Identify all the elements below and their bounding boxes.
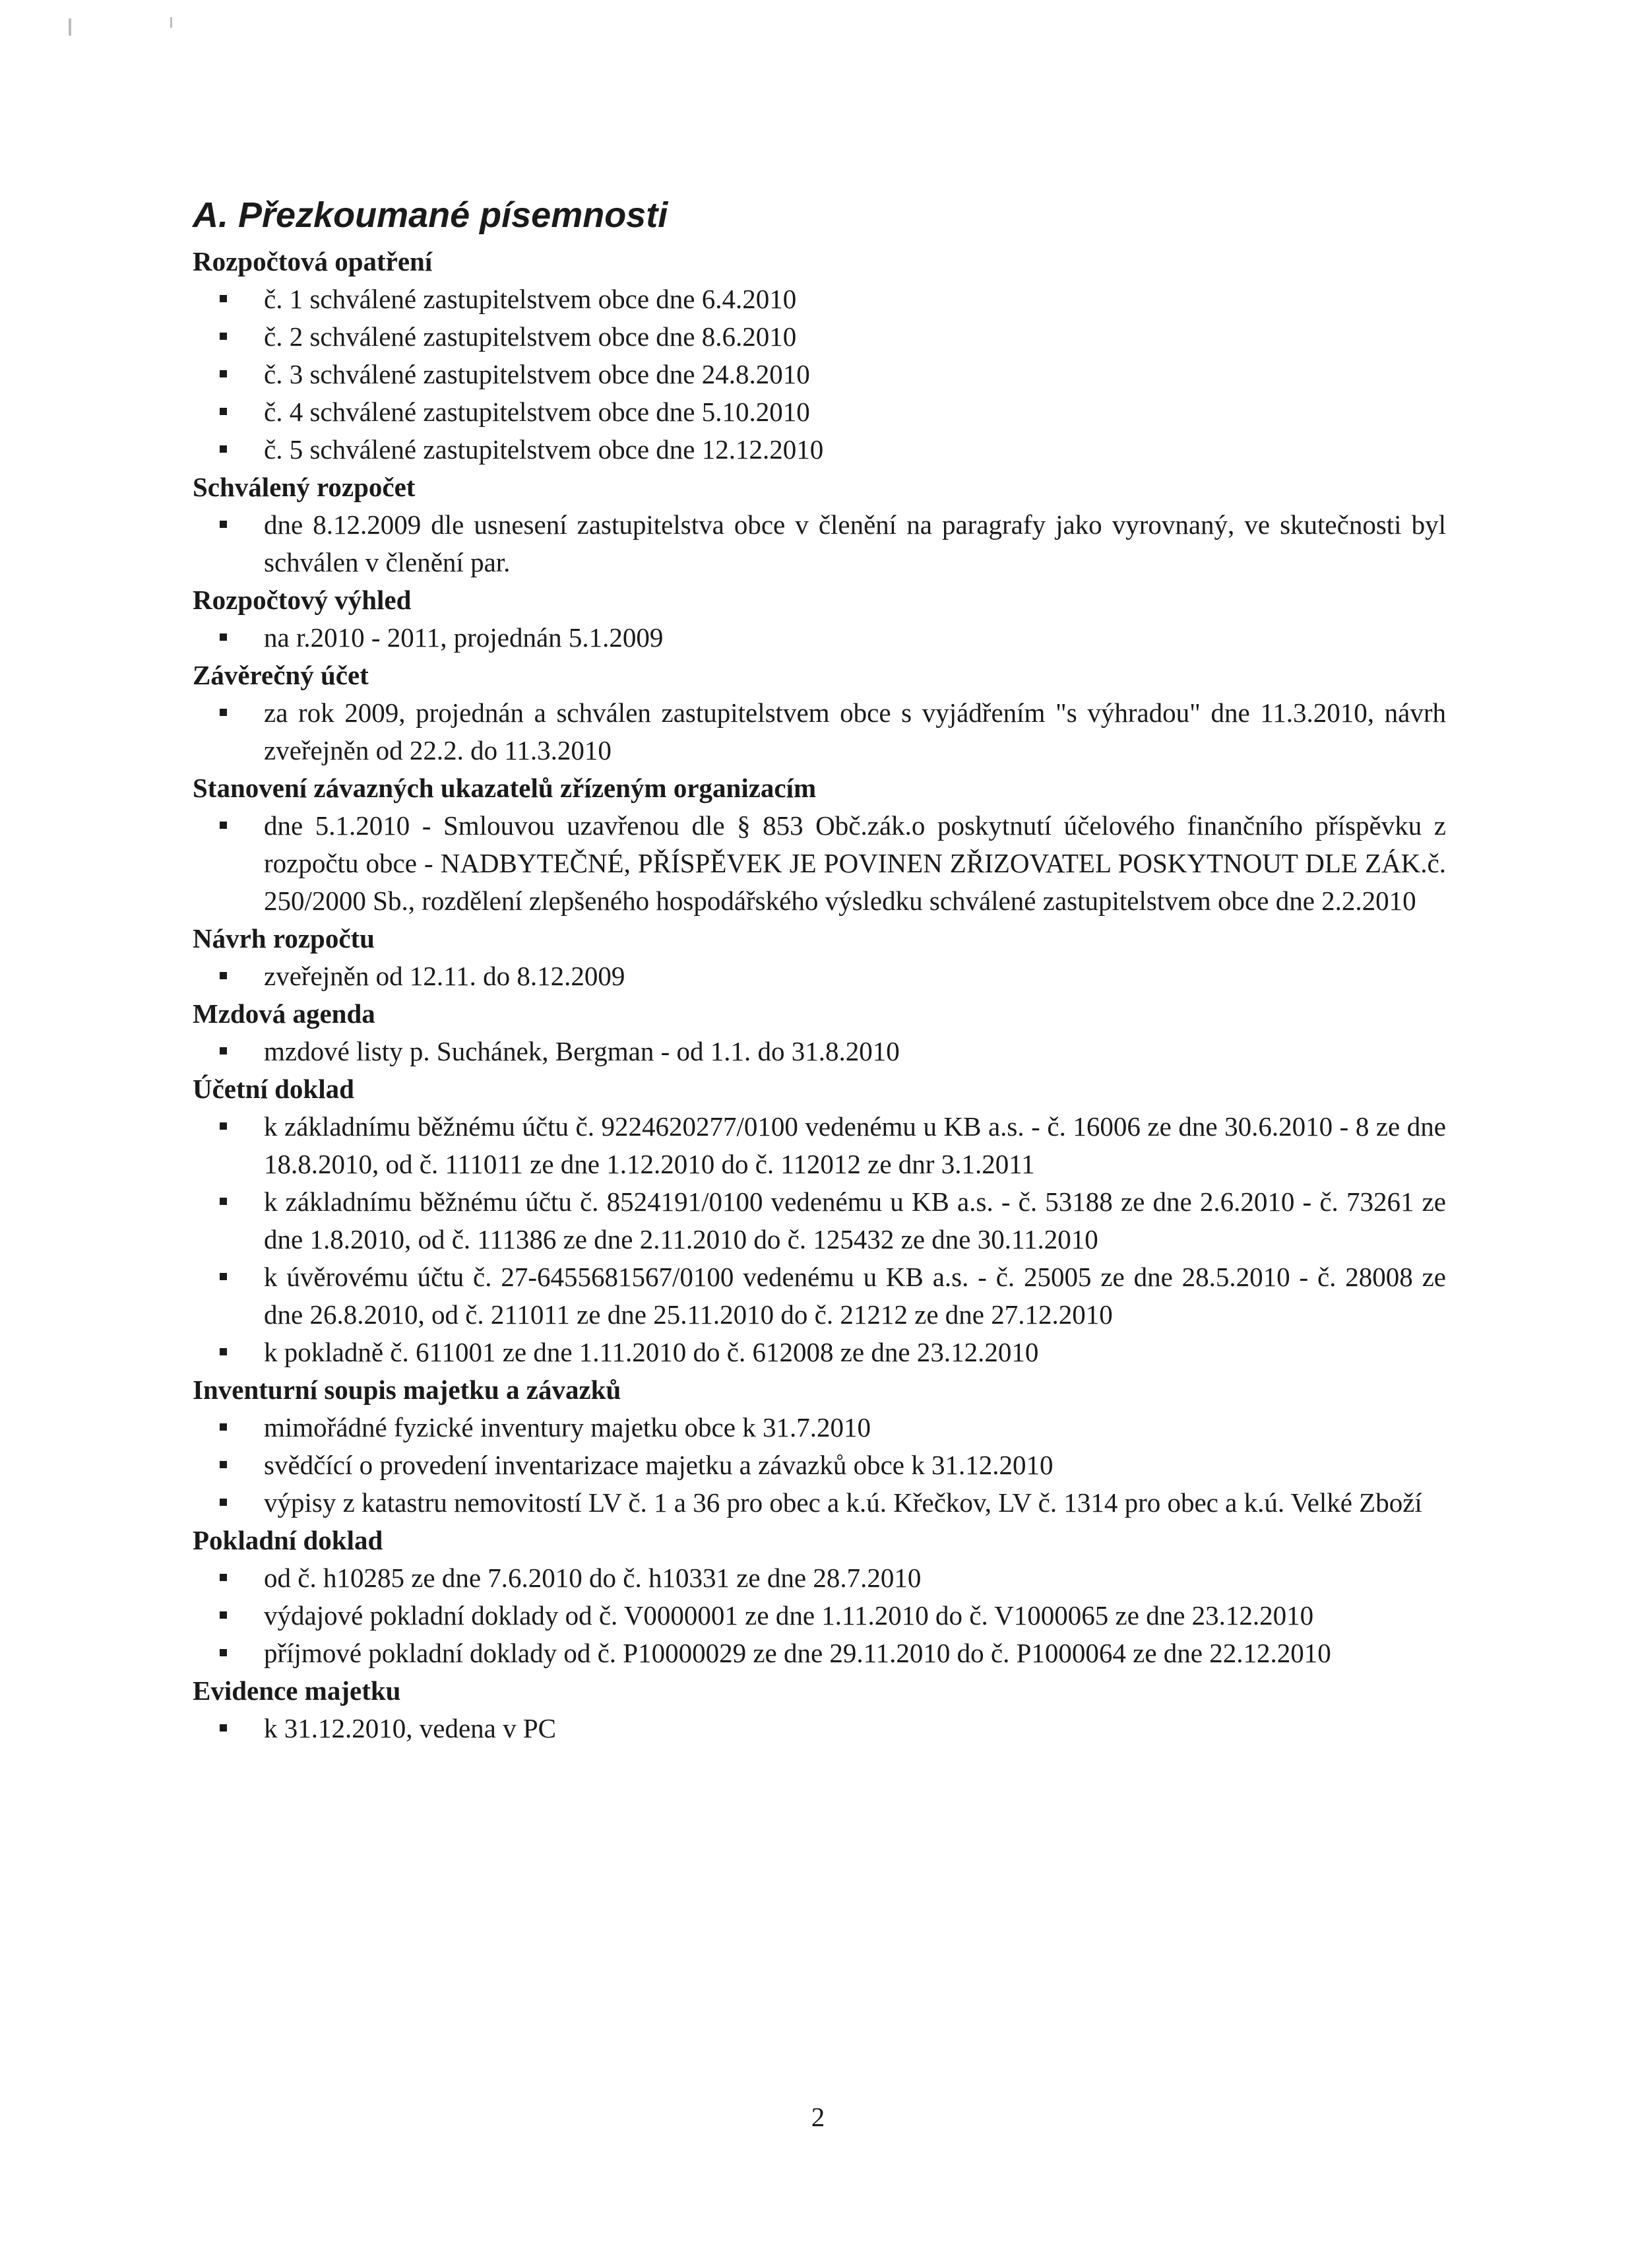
bullet-list: [193, 1108, 1446, 1371]
document-section: [193, 581, 1446, 657]
section-heading: Účetní doklad: [193, 1074, 354, 1104]
document-section: [193, 1522, 1446, 1672]
document-section: [193, 1371, 1446, 1522]
bullet-list: [193, 506, 1446, 581]
document-section: [193, 469, 1446, 581]
bullet-list: [193, 280, 1446, 469]
bullet-list: [193, 957, 1446, 995]
document-title: A. Přezkoumané písemnosti: [193, 195, 668, 235]
document-section: [193, 243, 1446, 469]
list-item: k pokladně č. 611001 ze dne 1.11.2010 do č. 612008 ze dne 23.12.2010: [193, 1334, 1446, 1371]
list-item: mimořádné fyzické inventury majetku obce k 31.7.2010: [193, 1409, 1446, 1446]
page-number: 2: [811, 2102, 825, 2132]
list-item: svědčící o provedení inventarizace majetku a závazků obce k 31.12.2010: [193, 1446, 1446, 1484]
sections-container: [193, 243, 1446, 1747]
bullet-list: [193, 1710, 1446, 1747]
bullet-list: [193, 1033, 1446, 1070]
section-heading: Evidence majetku: [193, 1675, 401, 1706]
list-item: za rok 2009, projednán a schválen zastupitelstvem obce s vyjádřením "s výhradou" dne 11.3.2010, návrh zveřejněn od 22.2. do 11.3.2010: [193, 694, 1446, 769]
document-section: [193, 1672, 1446, 1747]
section-heading: Návrh rozpočtu: [193, 923, 375, 954]
list-item: k úvěrovému účtu č. 27-6455681567/0100 vedenému u KB a.s. - č. 25005 ze dne 28.5.2010 - č. 28008 ze dne 26.8.2010, od č. 211011 ze dne 25.11.2010 do č. 21212 ze dne 27.12.2010: [193, 1258, 1446, 1334]
section-heading: Stanovení závazných ukazatelů zřízeným organizacím: [193, 773, 817, 803]
scan-artifact-mark: [170, 17, 172, 28]
document-content: [193, 191, 1446, 1747]
section-heading: Rozpočtový výhled: [193, 585, 412, 615]
list-item: č. 4 schválené zastupitelstvem obce dne 5.10.2010: [193, 393, 1446, 431]
section-heading: Závěrečný účet: [193, 660, 369, 690]
document-section: [193, 657, 1446, 769]
list-item: výdajové pokladní doklady od č. V0000001 ze dne 1.11.2010 do č. V1000065 ze dne 23.12.2010: [193, 1597, 1446, 1635]
bullet-list: [193, 1409, 1446, 1522]
section-heading: Inventurní soupis majetku a závazků: [193, 1375, 621, 1405]
bullet-list: [193, 619, 1446, 657]
list-item: č. 2 schválené zastupitelstvem obce dne 8.6.2010: [193, 318, 1446, 356]
section-heading: Pokladní doklad: [193, 1525, 383, 1555]
list-item: k 31.12.2010, vedena v PC: [193, 1710, 1446, 1747]
list-item: k základnímu běžnému účtu č. 8524191/0100 vedenému u KB a.s. - č. 53188 ze dne 2.6.2010 - č. 73261 ze dne 1.8.2010, od č. 111386 ze dne 2.11.2010 do č. 125432 ze dne 30.11.2010: [193, 1183, 1446, 1258]
list-item: č. 1 schválené zastupitelstvem obce dne 6.4.2010: [193, 280, 1446, 318]
list-item: č. 5 schválené zastupitelstvem obce dne 12.12.2010: [193, 431, 1446, 469]
list-item: č. 3 schválené zastupitelstvem obce dne 24.8.2010: [193, 356, 1446, 393]
list-item: na r.2010 - 2011, projednán 5.1.2009: [193, 619, 1446, 657]
document-section: [193, 920, 1446, 995]
document-section: [193, 1070, 1446, 1371]
list-item: k základnímu běžnému účtu č. 9224620277/0100 vedenému u KB a.s. - č. 16006 ze dne 30.6.2010 - 8 ze dne 18.8.2010, od č. 111011 ze dne 1.12.2010 do č. 112012 ze dnr 3.1.2011: [193, 1108, 1446, 1183]
list-item: dne 8.12.2009 dle usnesení zastupitelstva obce v členění na paragrafy jako vyrovnaný, ve skutečnosti byl schválen v členění par.: [193, 506, 1446, 581]
document-section: [193, 995, 1446, 1070]
list-item: příjmové pokladní doklady od č. P10000029 ze dne 29.11.2010 do č. P1000064 ze dne 22.12.2010: [193, 1635, 1446, 1672]
list-item: mzdové listy p. Suchánek, Bergman - od 1.1. do 31.8.2010: [193, 1033, 1446, 1070]
section-heading: Schválený rozpočet: [193, 472, 416, 502]
bullet-list: [193, 1559, 1446, 1672]
bullet-list: [193, 807, 1446, 920]
document-section: [193, 769, 1446, 920]
list-item: výpisy z katastru nemovitostí LV č. 1 a 36 pro obec a k.ú. Křečkov, LV č. 1314 pro obec a k.ú. Velké Zboží: [193, 1484, 1446, 1522]
section-heading: Mzdová agenda: [193, 998, 375, 1029]
list-item: zveřejněn od 12.11. do 8.12.2009: [193, 957, 1446, 995]
scan-artifact-mark: [69, 18, 71, 36]
list-item: od č. h10285 ze dne 7.6.2010 do č. h10331 ze dne 28.7.2010: [193, 1559, 1446, 1597]
section-heading: Rozpočtová opatření: [193, 246, 433, 276]
bullet-list: [193, 694, 1446, 769]
list-item: dne 5.1.2010 - Smlouvou uzavřenou dle § 853 Obč.zák.o poskytnutí účelového finančního příspěvku z rozpočtu obce - NADBYTEČNÉ, PŘÍSPĚVEK JE POVINEN ZŘIZOVATEL POSKYTNOUT DLE ZÁK.č. 250/2000 Sb., rozdělení zlepšeného hospodářského výsledku schválené zastupitelstvem obce dne 2.2.2010: [193, 807, 1446, 920]
